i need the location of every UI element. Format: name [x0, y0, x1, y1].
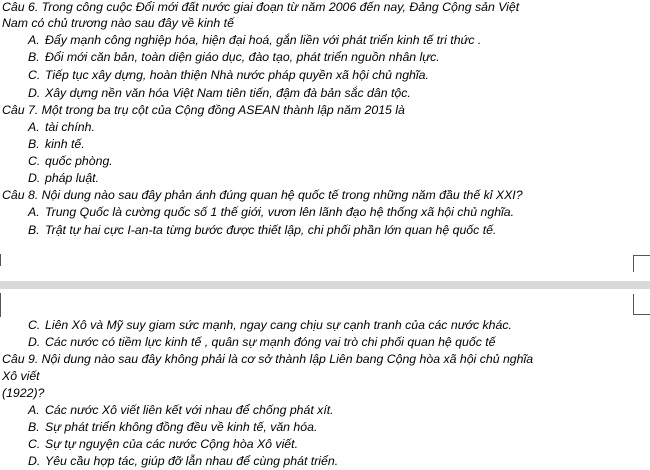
question-7-option-d [28, 170, 99, 187]
option-text: Trung Quốc là cường quốc số 1 thế giới, vươn lên lãnh đạo hệ thống xã hội chủ nghĩa. [45, 205, 515, 219]
page-corner-mark [633, 294, 650, 315]
option-text: Sự phát triển không đồng đều về kinh tế, văn hóa. [45, 420, 318, 434]
option-letter: B. [28, 223, 40, 237]
question-6-option-d [28, 85, 411, 102]
question-8-option-d [28, 334, 496, 351]
question-9-option-d [28, 453, 338, 470]
option-text: Các nước có tiềm lực kinh tế , quân sự mạnh đóng vai trò chi phối quan hệ quốc tế [45, 335, 496, 349]
option-letter: D. [28, 86, 41, 100]
option-letter: C. [28, 318, 41, 332]
question-6-stem-line1: Câu 6. Trong công cuộc Đổi mới đất nước giai đoạn từ năm 2006 đến nay, Đảng Cộng sản Việt [2, 0, 520, 14]
option-letter: C. [28, 154, 41, 168]
option-text: Xây dựng nền văn hóa Việt Nam tiên tiến, đậm đà bản sắc dân tộc. [45, 86, 411, 100]
question-9-stem-line1: Câu 9. Nội dung nào sau đây không phải là cơ sở thành lập Liên bang Cộng hòa xã hội chủ nghĩa [2, 352, 534, 366]
question-9-option-c [28, 436, 298, 453]
question-7-option-c [28, 153, 113, 170]
question-8-option-b [28, 222, 496, 239]
option-text: Tiếp tục xây dựng, hoàn thiện Nhà nước pháp quyền xã hội chủ nghĩa. [45, 68, 429, 82]
option-letter: D. [28, 171, 41, 185]
question-9-stem-line2: Xô viết [2, 369, 40, 383]
option-letter: D. [28, 335, 41, 349]
question-9-stem-line3: (1922)? [2, 386, 45, 400]
page-corner-mark [0, 293, 3, 317]
question-6-option-a [28, 32, 481, 49]
option-letter: C. [28, 68, 41, 82]
question-9-option-a [28, 402, 334, 419]
option-letter: A. [28, 120, 40, 134]
option-letter: D. [28, 454, 41, 468]
question-9-option-b [28, 419, 317, 436]
option-letter: B. [28, 420, 40, 434]
option-text: Đẩy mạnh công nghiệp hóa, hiện đại hoá, gắn liền với phát triển kinh tế tri thức . [45, 33, 482, 47]
option-letter: B. [28, 50, 40, 64]
option-letter: C. [28, 437, 41, 451]
option-text: Liên Xô và Mỹ suy giam sức mạnh, ngay cang chịu sự cạnh tranh của các nước khác. [45, 318, 512, 332]
option-text: Đổi mới căn bản, toàn diện giáo dục, đào tạo, phát triển nguồn nhân lực. [45, 50, 440, 64]
question-8-option-c [28, 317, 512, 334]
page-break-divider [0, 281, 650, 289]
question-7-option-b [28, 136, 85, 153]
option-text: kinh tế. [45, 137, 85, 151]
option-text: quốc phòng. [45, 154, 113, 168]
page-corner-mark [633, 255, 650, 272]
question-7-option-a [28, 119, 95, 136]
option-letter: A. [28, 403, 40, 417]
option-text: Trật tự hai cực I-an-ta từng bước được thiết lập, chi phối phần lớn quan hệ quốc tế. [45, 223, 497, 237]
question-6-option-b [28, 49, 440, 66]
question-7-stem: Câu 7. Một trong ba trụ cột của Cộng đồng ASEAN thành lập năm 2015 là [2, 103, 405, 117]
option-text: Các nước Xô viết liên kết với nhau để chống phát xít. [45, 403, 334, 417]
question-8-option-a [28, 204, 514, 221]
question-6-option-c [28, 67, 429, 84]
option-letter: B. [28, 137, 40, 151]
question-6-stem-line2: Nam có chủ trương nào sau đây về kinh tế [2, 16, 234, 30]
option-text: pháp luật. [45, 171, 100, 185]
option-text: tài chính. [45, 120, 95, 134]
page-corner-mark [0, 254, 3, 266]
question-8-stem: Câu 8. Nội dung nào sau đây phản ánh đúng quan hệ quốc tế trong những năm đầu thế kỉ XXI? [2, 188, 523, 202]
option-letter: A. [28, 33, 40, 47]
option-text: Sự tự nguyện của các nước Cộng hòa Xô viết. [45, 437, 298, 451]
option-letter: A. [28, 205, 40, 219]
option-text: Yêu cầu hợp tác, giúp đỡ lẫn nhau để cùng phát triển. [45, 454, 339, 468]
